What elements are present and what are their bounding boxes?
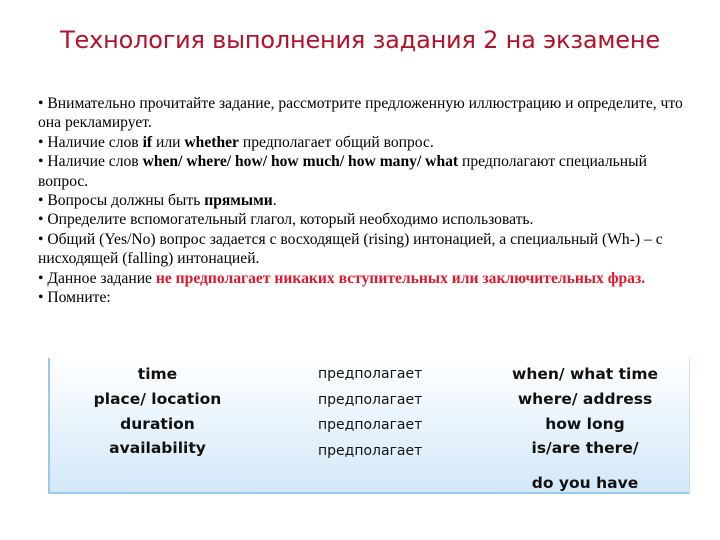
- table-cell-question-word: do you have: [531, 474, 639, 493]
- warning-no-phrases: не предполагает никаких вступительных или заключительных фраз.: [155, 269, 646, 287]
- table-column-question-words: [480, 362, 690, 496]
- table-column-topic: [50, 362, 265, 461]
- table-cell-implies: предполагает: [318, 442, 423, 459]
- bullet-direct-questions: • Вопросы должны быть прямыми.: [38, 192, 277, 210]
- slide-title: Технология выполнения задания 2 на экзамене: [60, 26, 660, 54]
- table-cell-topic: time: [137, 365, 178, 383]
- keyword-direct: прямыми: [204, 192, 273, 210]
- bullet-intonation: • Общий (Yes/No) вопрос задается с восходящей (rising) интонацией, а специальный (Wh-) – с нисходящей (falling) интонацией.: [38, 230, 663, 268]
- bullet-special-question-words: • Наличие слов when/ where/ how/ how much/ how many/ what предполагают специальный вопрос.: [38, 153, 647, 190]
- table-cell-question-word: when/ what time: [512, 365, 658, 383]
- table-cell-question-word: how long: [545, 414, 625, 433]
- reference-table: [48, 358, 690, 494]
- table-column-implies: [318, 362, 468, 464]
- bullet-auxiliary-verb: • Определите вспомогательный глагол, который необходимо использовать.: [38, 211, 534, 229]
- table-cell-question-word: where/ address: [517, 389, 653, 408]
- table-cell-question-word: is/are there/: [531, 439, 639, 458]
- bullet-no-intro-phrases: • Данное задание не предполагает никаких вступительных или заключительных фраз.: [38, 269, 646, 287]
- table-cell-topic: availability: [109, 439, 206, 458]
- keyword-if: if: [142, 133, 153, 151]
- table-cell-topic: duration: [120, 414, 195, 433]
- keyword-whether: whether: [184, 133, 239, 151]
- table-cell-implies: предполагает: [318, 417, 423, 434]
- table-cell-topic: place/ location: [93, 389, 222, 408]
- table-cell-implies: предполагает: [318, 391, 423, 408]
- bullet-remember: • Помните:: [38, 289, 111, 307]
- bullet-general-question-words: • Наличие слов if или whether предполагает общий вопрос.: [38, 133, 434, 151]
- bullet-list: [38, 94, 698, 307]
- keyword-wh-words: when/ where/ how/ how much/ how many/ what: [142, 153, 459, 171]
- bullet-read-task: • Внимательно прочитайте задание, рассмотрите предложенную иллюстрацию и определите, что она рекламирует.: [38, 95, 683, 132]
- table-cell-implies: предполагает: [318, 366, 423, 382]
